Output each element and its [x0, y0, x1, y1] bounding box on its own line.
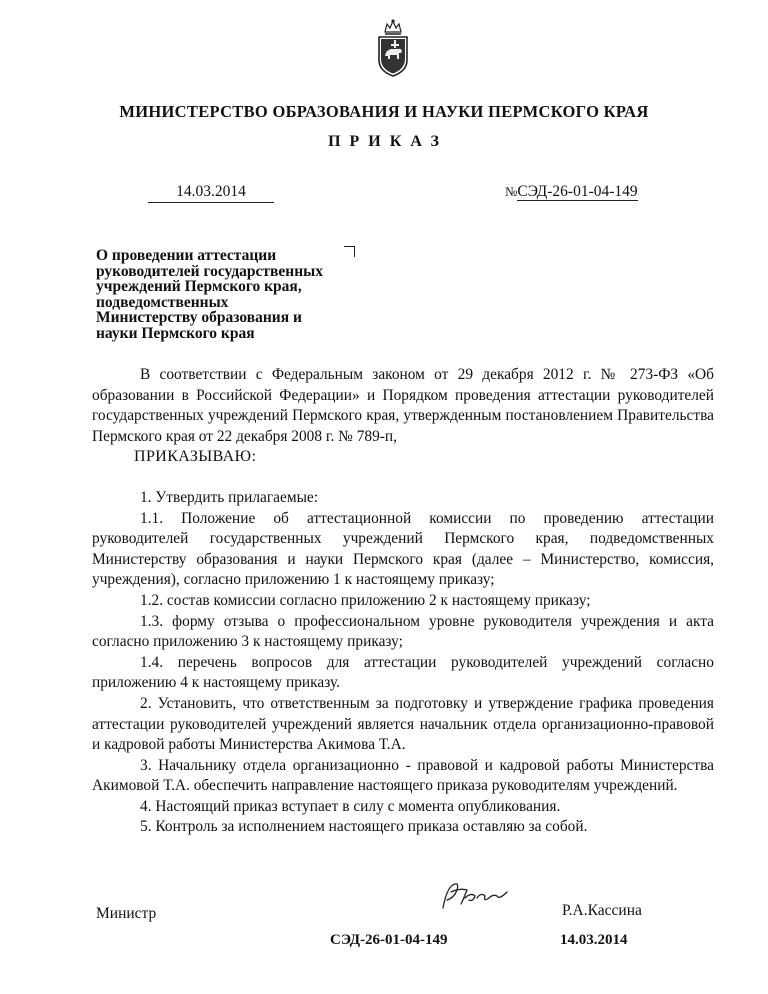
subject-line: учреждений Пермского края, — [96, 278, 302, 296]
signatory-position: Министр — [96, 905, 157, 922]
coat-of-arms-icon — [375, 18, 411, 78]
signature-icon — [437, 878, 515, 916]
subject-line: науки Пермского края — [96, 324, 255, 342]
signatory-name: Р.А.Кассина — [562, 902, 642, 919]
order-number-value: СЭД-26-01-04-149 — [517, 183, 638, 200]
subject-line: подведомственных — [96, 293, 229, 311]
order-subject — [96, 248, 371, 342]
order-item: 1.4. перечень вопросов для аттестации руководителей учреждений согласно приложению 4 к настоящему приказу. — [92, 653, 714, 692]
ministry-title: МИНИСТЕРСТВО ОБРАЗОВАНИЯ И НАУКИ ПЕРМСКОГО КРАЯ — [119, 102, 649, 121]
preamble: В соответствии с Федеральным законом от 29 декабря 2012 г. № 273-ФЗ «Об образовании в Российской Федерации» и Порядком проведения аттестации руководителей государственных учреждений Пермского края, утвержденным постановлением Правительства Пермского края от 22 декабря 2008 г. № 789-п, — [92, 366, 714, 445]
order-item: 1.2. состав комиссии согласно приложению 2 к настоящему приказу; — [140, 591, 591, 609]
order-item: 5. Контроль за исполнением настоящего приказа оставляю за собой. — [140, 818, 588, 836]
order-item: 1. Утвердить прилагаемые: — [140, 488, 319, 506]
footer-date: 14.03.2014 — [560, 932, 628, 948]
order-item: 3. Начальнику отдела организационно - правовой и кадровой работы Министерства Акимовой Т.А. обеспечить направление настоящего приказа руководителям учреждений. — [92, 756, 714, 795]
document-type: ПРИКАЗ — [328, 133, 448, 150]
order-item: 4. Настоящий приказ вступает в силу с момента опубликования. — [140, 797, 561, 815]
order-date: 14.03.2014 — [148, 183, 274, 203]
subject-line: руководителей государственных — [96, 262, 323, 280]
order-body — [92, 365, 714, 838]
order-number — [505, 183, 638, 201]
order-command: ПРИКАЗЫВАЮ: — [134, 448, 257, 466]
order-item: 2. Установить, что ответственным за подготовку и утверждение графика проведения аттестации руководителей учреждений является начальник отдела организационно-правовой и кадровой работы Министерства Акимова Т.А. — [92, 694, 714, 754]
subject-line: Министерству образования и — [96, 309, 302, 327]
footer-number: СЭД-26-01-04-149 — [330, 932, 448, 948]
order-item: 1.3. форму отзыва о профессиональном уровне руководителя учреждения и акта согласно приложению 3 к настоящему приказу; — [92, 612, 714, 651]
subject-line: О проведении аттестации — [96, 247, 277, 264]
order-item: 1.1. Положение об аттестационной комиссии по проведению аттестации руководителей государственных учреждений Пермского края, подведомственных Министерству образования и науки Пермского края (далее – Министерство, комиссия, учреждения), согласно приложению 1 к настоящему приказу; — [92, 509, 714, 589]
number-sign: № — [505, 184, 518, 199]
